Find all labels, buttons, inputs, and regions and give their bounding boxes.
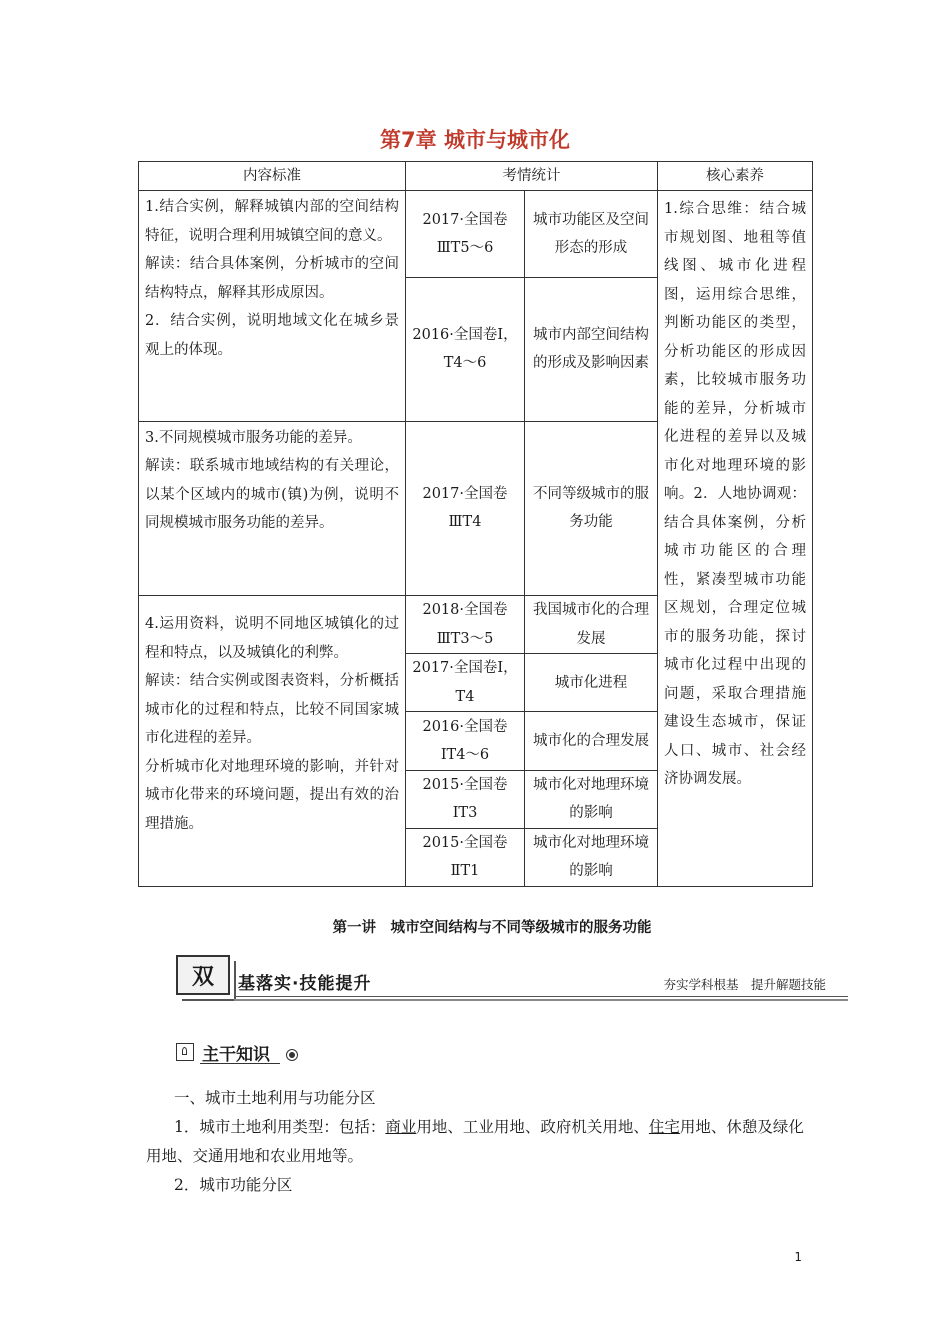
content-text: 分析城市化对地理环境的影响，并针对城市化带来的环境问题，提出有效的治理措施。 [145, 758, 399, 832]
banner-badge: 双 [176, 955, 230, 995]
content-text: 4.运用资料，说明不同地区城镇化的过程和特点，以及城镇化的利弊。 [145, 616, 399, 661]
exam-cell: 2018·全国卷ⅢT3～5 [406, 596, 525, 654]
content-text: 解读：联系城市地域结构的有关理论，以某个区域内的城市(镇)为例，说明不同规模城市服务功能的差异。 [145, 458, 399, 532]
exam-cell: 2016·全国卷Ⅰ，T4～6 [406, 278, 525, 421]
section-underline [200, 1063, 280, 1064]
section-banner [176, 953, 848, 1001]
underlined-answer: 商业 [385, 1118, 417, 1136]
exam-cell: 2017·全国卷ⅢT4 [406, 421, 525, 596]
banner-divider [234, 999, 848, 1001]
lesson-title: 第一讲 城市空间结构与不同等级城市的服务功能 [332, 920, 652, 936]
content-text: 解读：结合实例或图表资料，分析概括城市化的过程和特点，比较不同国家城市化进程的差异。 [145, 673, 399, 747]
exam-cell: 2017·全国卷Ⅰ，T4 [406, 654, 525, 712]
exam-cell: 2016·全国卷ⅠT4～6 [406, 712, 525, 770]
topic-cell: 城市化对地理环境的影响 [525, 828, 658, 886]
content-text: 3.不同规模城市服务功能的差异。 [145, 429, 362, 446]
page-number: 1 [794, 1250, 802, 1264]
topic-cell: 不同等级城市的服务功能 [525, 421, 658, 596]
topic-cell: 城市化进程 [525, 654, 658, 712]
banner-heading: 基落实·技能提升 [238, 974, 372, 994]
exam-cell: 2017·全国卷ⅢT5～6 [406, 191, 525, 278]
content-standard-cell [139, 596, 406, 887]
content-text: 2．结合实例，说明地域文化在城乡景观上的体现。 [145, 313, 399, 358]
banner-slogan: 夯实学科根基 提升解题技能 [663, 977, 826, 992]
exam-cell: 2015·全国卷ⅠT3 [406, 770, 525, 828]
underlined-answer: 住宅 [648, 1118, 680, 1136]
table-row [139, 191, 813, 278]
topic-cell: 我国城市化的合理发展 [525, 596, 658, 654]
topic-cell: 城市内部空间结构的形成及影响因素 [525, 278, 658, 421]
paragraph-text: 用地、休憩及绿化用地、交通用地和农业用地等。 [146, 1118, 804, 1165]
content-standard-cell [139, 421, 406, 596]
section-label: 主干知识 [202, 1045, 270, 1065]
pen-nib-icon [176, 1043, 194, 1061]
content-standard-cell [139, 191, 406, 422]
target-icon [286, 1049, 298, 1061]
topic-cell: 城市化对地理环境的影响 [525, 770, 658, 828]
core-literacy-cell: 1.综合思维：结合城市规划图、地租等值线图、城市化进程图，运用综合思维，判断功能区的类型，分析功能区的形成因素，比较城市服务功能的差异，分析城市化进程的差异以及城市化对地理环境的影响。2．人地协调观：结合具体案例，分析城市功能区的合理性，紧凑型城市功能区规划，合理定位城市的服务功能，探讨城市化过程中出现的问题，采取合理措施建设生态城市，保证人口、城市、社会经济协调发展。 [658, 191, 813, 887]
content-text: 1.结合实例，解释城镇内部的空间结构特征，说明合理利用城镇空间的意义。 [145, 199, 399, 244]
chapter-title: 第7章 城市与城市化 [380, 128, 570, 152]
paragraph-text: 1．城市土地利用类型：包括： [174, 1118, 386, 1136]
header-exam-stats: 考情统计 [406, 162, 658, 191]
body-paragraph: 2．城市功能分区 [174, 1176, 293, 1194]
body-paragraph [146, 1113, 812, 1171]
exam-cell: 2015·全国卷ⅡT1 [406, 828, 525, 886]
topic-cell: 城市化的合理发展 [525, 712, 658, 770]
content-text: 解读：结合具体案例，分析城市的空间结构特点，解释其形成原因。 [145, 256, 399, 301]
paragraph-text: 用地、工业用地、政府机关用地、 [416, 1118, 649, 1136]
body-heading: 一、城市土地利用与功能分区 [174, 1089, 376, 1107]
banner-divider [234, 996, 848, 997]
header-core-literacy: 核心素养 [658, 162, 813, 191]
curriculum-table [138, 161, 813, 887]
header-content-standard: 内容标准 [139, 162, 406, 191]
topic-cell: 城市功能区及空间形态的形成 [525, 191, 658, 278]
table-header-row [139, 162, 813, 191]
